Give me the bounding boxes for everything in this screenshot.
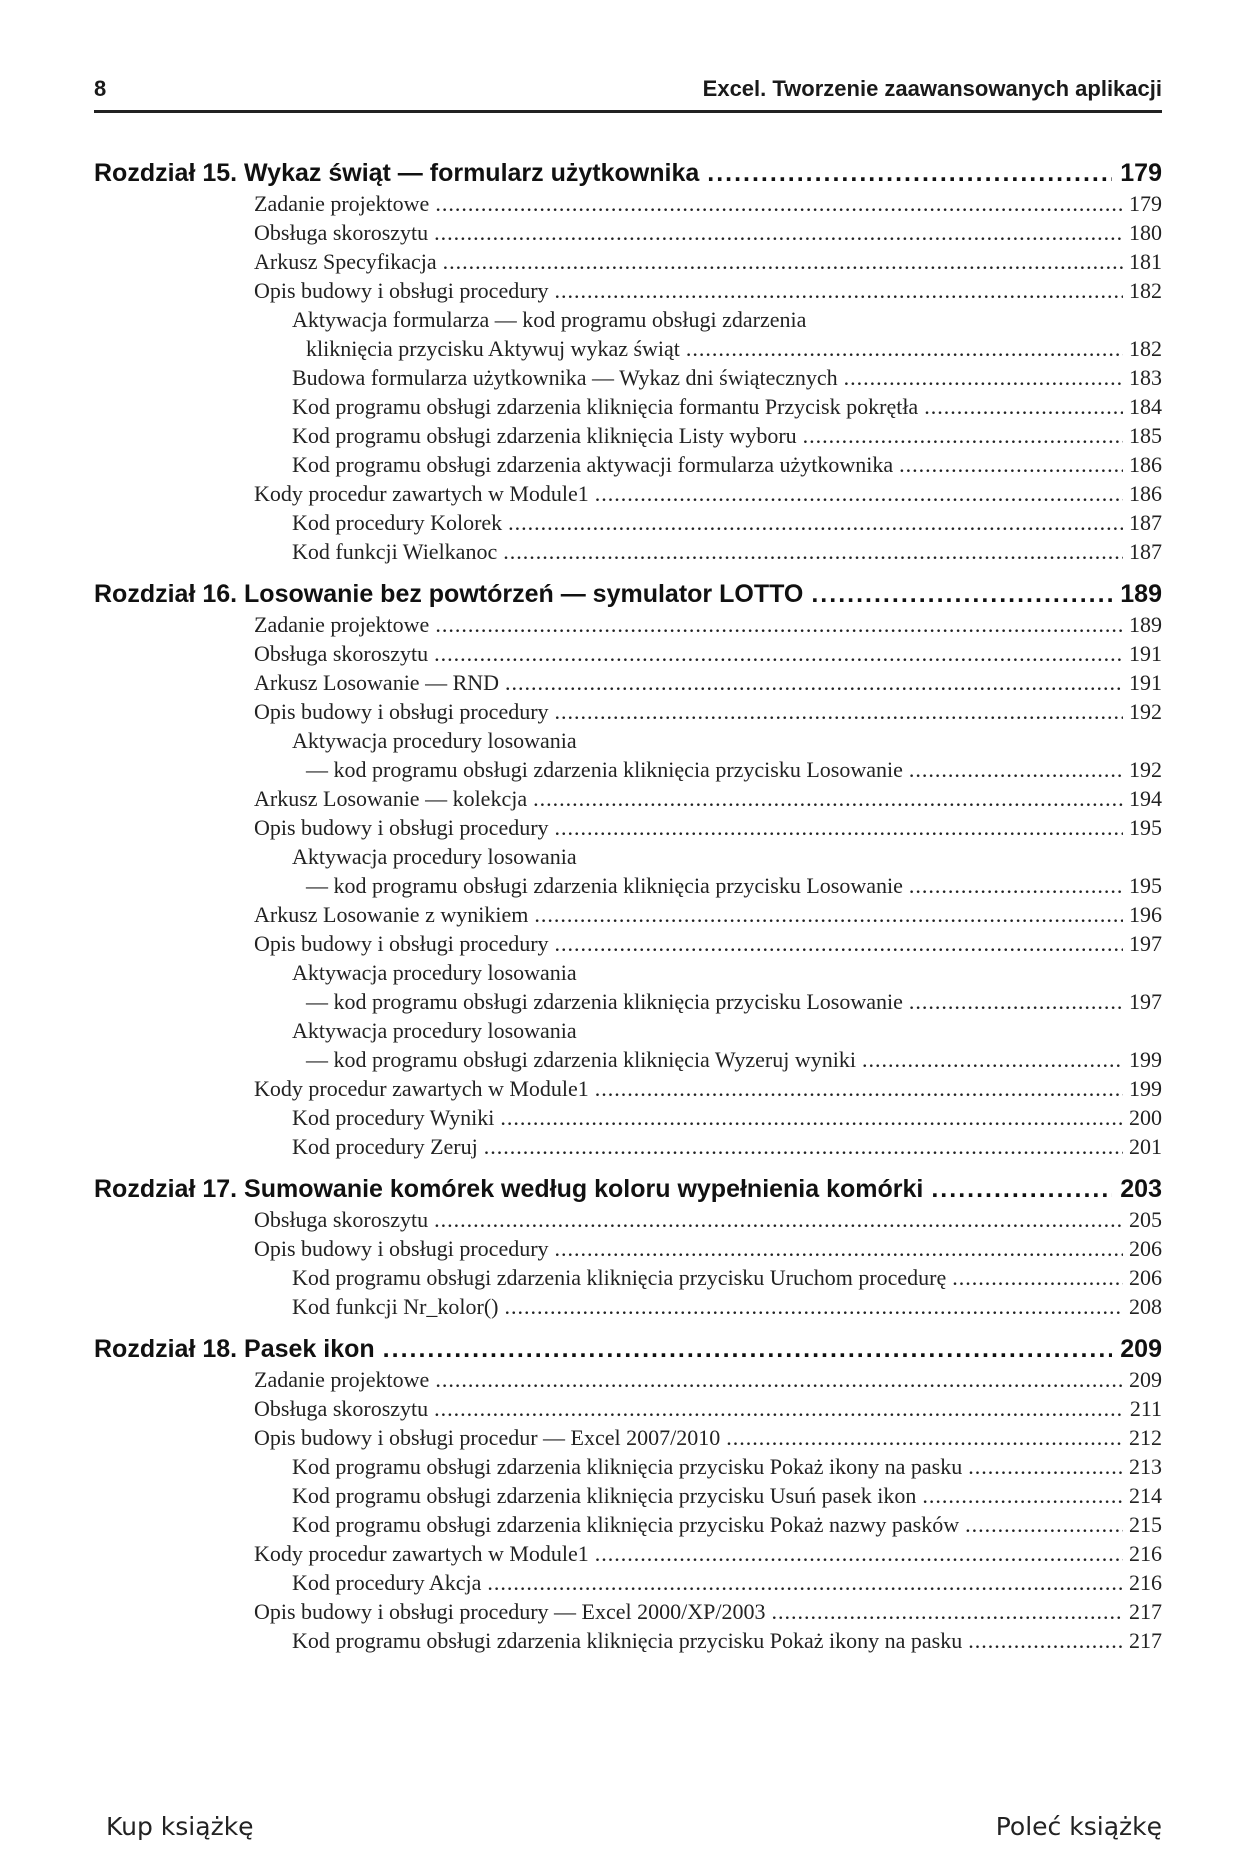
toc-entry	[94, 189, 1162, 218]
entry-page: 201	[1129, 1134, 1162, 1159]
dot-leader	[803, 421, 1123, 450]
entry-title: Opis budowy i obsługi procedury	[254, 699, 549, 724]
entry-title: Aktywacja procedury losowania	[292, 728, 577, 753]
entry-title: Kod procedury Wyniki	[292, 1105, 495, 1130]
entry-title: Kod programu obsługi zdarzenia kliknięcia przycisku Usuń pasek ikon	[292, 1483, 917, 1508]
entry-page: 191	[1129, 641, 1162, 666]
entry-page: 216	[1129, 1541, 1162, 1566]
toc-entry	[94, 1568, 1162, 1597]
chapter-page: 209	[1120, 1335, 1162, 1363]
dot-leader	[533, 784, 1123, 813]
chapter-heading	[94, 1173, 1162, 1205]
book-title: Excel. Tworzenie zaawansowanych aplikacji	[702, 76, 1162, 101]
toc-entry	[94, 900, 1162, 929]
entry-title: Obsługa skoroszytu	[254, 220, 429, 245]
dot-leader	[555, 276, 1123, 305]
dot-leader	[508, 508, 1123, 537]
dot-leader	[909, 755, 1123, 784]
entry-title: Aktywacja formularza — kod programu obsługi zdarzenia	[292, 307, 807, 332]
toc-entry	[94, 1394, 1162, 1423]
entry-page: 195	[1129, 873, 1162, 898]
dot-leader	[726, 1423, 1123, 1452]
toc-entry	[94, 610, 1162, 639]
entry-page: 182	[1129, 278, 1162, 303]
dot-leader	[434, 1394, 1124, 1423]
entry-title: Kod procedury Akcja	[292, 1570, 482, 1595]
recommend-book-link[interactable]: Poleć książkę	[995, 1812, 1162, 1841]
chapter-title: Rozdział 17. Sumowanie komórek według koloru wypełnienia komórki	[94, 1175, 924, 1203]
entry-page: 206	[1129, 1265, 1162, 1290]
dot-leader	[434, 639, 1123, 668]
page-header	[94, 76, 1162, 113]
dot-leader	[811, 578, 1112, 610]
dot-leader	[484, 1132, 1123, 1161]
chapter-block	[94, 578, 1162, 1161]
entry-title: kliknięcia przycisku Aktywuj wykaz świąt	[306, 336, 680, 361]
dot-leader	[924, 392, 1123, 421]
entry-page: 180	[1129, 220, 1162, 245]
dot-leader	[435, 189, 1123, 218]
entry-title: Opis budowy i obsługi procedur — Excel 2007/2010	[254, 1425, 721, 1450]
toc-entry	[94, 755, 1162, 784]
entry-page: 211	[1129, 1396, 1162, 1421]
toc-entry	[94, 334, 1162, 363]
entry-page: 192	[1129, 757, 1162, 782]
entry-title: — kod programu obsługi zdarzenia kliknięcia przycisku Losowanie	[306, 757, 903, 782]
dot-leader	[771, 1597, 1123, 1626]
toc-entry	[94, 842, 1162, 871]
entry-page: 199	[1129, 1076, 1162, 1101]
dot-leader	[505, 668, 1123, 697]
entry-page: 214	[1129, 1483, 1162, 1508]
toc-entry	[94, 958, 1162, 987]
entry-title: Kody procedur zawartych w Module1	[254, 1076, 589, 1101]
toc-entry	[94, 1597, 1162, 1626]
entry-title: Kod programu obsługi zdarzenia kliknięcia Listy wyboru	[292, 423, 797, 448]
dot-leader	[968, 1452, 1123, 1481]
entry-title: Arkusz Losowanie z wynikiem	[254, 902, 529, 927]
dot-leader	[931, 1173, 1112, 1205]
chapter-heading	[94, 578, 1162, 610]
toc-entry	[94, 1481, 1162, 1510]
toc-entry	[94, 1103, 1162, 1132]
toc-entry	[94, 1074, 1162, 1103]
entry-title: Budowa formularza użytkownika — Wykaz dni świątecznych	[292, 365, 838, 390]
entry-page: 196	[1129, 902, 1162, 927]
entry-title: — kod programu obsługi zdarzenia kliknięcia przycisku Losowanie	[306, 989, 903, 1014]
entry-page: 209	[1129, 1367, 1162, 1392]
chapter-heading	[94, 1333, 1162, 1365]
entry-page: 212	[1129, 1425, 1162, 1450]
entry-page: 179	[1129, 191, 1162, 216]
toc-entry	[94, 871, 1162, 900]
dot-leader	[435, 1365, 1123, 1394]
toc-entry	[94, 421, 1162, 450]
toc-entry	[94, 218, 1162, 247]
dot-leader	[844, 363, 1123, 392]
chapter-block	[94, 1333, 1162, 1655]
entry-title: Zadanie projektowe	[254, 1367, 430, 1392]
entry-page: 187	[1129, 510, 1162, 535]
dot-leader	[707, 157, 1112, 189]
dot-leader	[686, 334, 1123, 363]
toc-entry	[94, 1452, 1162, 1481]
toc-entry	[94, 929, 1162, 958]
chapter-title: Rozdział 18. Pasek ikon	[94, 1335, 375, 1363]
dot-leader	[500, 1103, 1123, 1132]
entry-title: Opis budowy i obsługi procedury	[254, 1236, 549, 1261]
entry-page: 192	[1129, 699, 1162, 724]
toc-entry	[94, 639, 1162, 668]
toc-entry	[94, 1234, 1162, 1263]
entry-title: Kod programu obsługi zdarzenia kliknięcia przycisku Uruchom procedurę	[292, 1265, 947, 1290]
toc-entry	[94, 697, 1162, 726]
entry-title: Opis budowy i obsługi procedury	[254, 931, 549, 956]
entry-title: Kod programu obsługi zdarzenia kliknięcia przycisku Pokaż ikony na pasku	[292, 1454, 963, 1479]
entry-title: Kod procedury Kolorek	[292, 510, 503, 535]
dot-leader	[435, 610, 1123, 639]
toc-entry	[94, 1016, 1162, 1045]
entry-page: 200	[1129, 1105, 1162, 1130]
entry-title: Kod programu obsługi zdarzenia kliknięcia przycisku Pokaż ikony na pasku	[292, 1628, 963, 1653]
toc-entry	[94, 1510, 1162, 1539]
entry-title: Arkusz Specyfikacja	[254, 249, 437, 274]
dot-leader	[595, 1074, 1123, 1103]
toc-entry	[94, 508, 1162, 537]
chapter-page: 203	[1120, 1175, 1162, 1203]
entry-title: Kod programu obsługi zdarzenia kliknięcia przycisku Pokaż nazwy pasków	[292, 1512, 960, 1537]
chapter-heading	[94, 157, 1162, 189]
entry-page: 208	[1129, 1294, 1162, 1319]
toc-entry	[94, 1292, 1162, 1321]
chapter-title: Rozdział 16. Losowanie bez powtórzeń — symulator LOTTO	[94, 580, 804, 608]
page-number: 8	[94, 76, 107, 101]
toc-entry	[94, 1423, 1162, 1452]
entry-title: Opis budowy i obsługi procedury	[254, 815, 549, 840]
dot-leader	[965, 1510, 1123, 1539]
dot-leader	[534, 900, 1123, 929]
entry-page: 189	[1129, 612, 1162, 637]
entry-title: Zadanie projektowe	[254, 191, 430, 216]
entry-page: 186	[1129, 481, 1162, 506]
entry-title: Kod programu obsługi zdarzenia aktywacji formularza użytkownika	[292, 452, 894, 477]
entry-title: Obsługa skoroszytu	[254, 1207, 429, 1232]
toc-entry	[94, 479, 1162, 508]
entry-title: Arkusz Losowanie — kolekcja	[254, 786, 528, 811]
toc-entry	[94, 726, 1162, 755]
toc-entry	[94, 276, 1162, 305]
dot-leader	[555, 1234, 1123, 1263]
entry-title: Kod procedury Zeruj	[292, 1134, 478, 1159]
entry-title: Kod funkcji Wielkanoc	[292, 539, 498, 564]
entry-title: Arkusz Losowanie — RND	[254, 670, 500, 695]
dot-leader	[555, 813, 1123, 842]
dot-leader	[555, 929, 1123, 958]
dot-leader	[555, 697, 1123, 726]
dot-leader	[922, 1481, 1123, 1510]
toc-entry	[94, 1365, 1162, 1394]
toc-entry	[94, 537, 1162, 566]
entry-title: Opis budowy i obsługi procedury	[254, 278, 549, 303]
chapter-page: 189	[1120, 580, 1162, 608]
entry-page: 182	[1129, 336, 1162, 361]
dot-leader	[952, 1263, 1123, 1292]
toc-entry	[94, 1263, 1162, 1292]
dot-leader	[434, 1205, 1123, 1234]
entry-page: 195	[1129, 815, 1162, 840]
dot-leader	[443, 247, 1123, 276]
dot-leader	[909, 987, 1123, 1016]
entry-page: 215	[1129, 1512, 1162, 1537]
dot-leader	[595, 479, 1123, 508]
dot-leader	[487, 1568, 1123, 1597]
chapter-block	[94, 1173, 1162, 1321]
chapter-title: Rozdział 15. Wykaz świąt — formularz użytkownika	[94, 159, 700, 187]
toc-entry	[94, 813, 1162, 842]
entry-page: 184	[1129, 394, 1162, 419]
entry-page: 217	[1129, 1628, 1162, 1653]
entry-page: 197	[1129, 931, 1162, 956]
toc-entry	[94, 363, 1162, 392]
entry-title: Obsługa skoroszytu	[254, 641, 429, 666]
toc-entry	[94, 668, 1162, 697]
entry-page: 217	[1129, 1599, 1162, 1624]
toc-entry	[94, 247, 1162, 276]
dot-leader	[383, 1333, 1113, 1365]
entry-page: 213	[1129, 1454, 1162, 1479]
entry-title: Aktywacja procedury losowania	[292, 960, 577, 985]
entry-page: 205	[1129, 1207, 1162, 1232]
entry-page: 216	[1129, 1570, 1162, 1595]
toc-entry	[94, 1205, 1162, 1234]
entry-page: 185	[1129, 423, 1162, 448]
toc-entry	[94, 1626, 1162, 1655]
entry-page: 181	[1129, 249, 1162, 274]
entry-page: 191	[1129, 670, 1162, 695]
entry-title: — kod programu obsługi zdarzenia kliknięcia przycisku Losowanie	[306, 873, 903, 898]
toc-entry	[94, 1539, 1162, 1568]
toc-entry	[94, 1132, 1162, 1161]
entry-page: 183	[1129, 365, 1162, 390]
entry-title: Aktywacja procedury losowania	[292, 1018, 577, 1043]
dot-leader	[899, 450, 1123, 479]
dot-leader	[862, 1045, 1123, 1074]
entry-title: Opis budowy i obsługi procedury — Excel 2000/XP/2003	[254, 1599, 766, 1624]
entry-title: Kod funkcji Nr_kolor()	[292, 1294, 499, 1319]
entry-page: 194	[1129, 786, 1162, 811]
dot-leader	[909, 871, 1123, 900]
entry-title: Kody procedur zawartych w Module1	[254, 481, 589, 506]
dot-leader	[595, 1539, 1123, 1568]
chapter-page: 179	[1120, 159, 1162, 187]
entry-page: 197	[1129, 989, 1162, 1014]
entry-page: 199	[1129, 1047, 1162, 1072]
entry-page: 186	[1129, 452, 1162, 477]
toc-entry	[94, 450, 1162, 479]
entry-title: — kod programu obsługi zdarzenia kliknięcia Wyzeruj wyniki	[306, 1047, 856, 1072]
toc-entry	[94, 987, 1162, 1016]
table-of-contents	[94, 157, 1162, 1655]
toc-entry	[94, 305, 1162, 334]
entry-page: 187	[1129, 539, 1162, 564]
chapter-block	[94, 157, 1162, 566]
entry-title: Obsługa skoroszytu	[254, 1396, 429, 1421]
dot-leader	[505, 1292, 1123, 1321]
entry-title: Kod programu obsługi zdarzenia kliknięcia formantu Przycisk pokrętła	[292, 394, 919, 419]
buy-book-link[interactable]: Kup książkę	[106, 1812, 254, 1841]
entry-title: Kody procedur zawartych w Module1	[254, 1541, 589, 1566]
dot-leader	[503, 537, 1123, 566]
dot-leader	[968, 1626, 1123, 1655]
entry-title: Zadanie projektowe	[254, 612, 430, 637]
entry-title: Aktywacja procedury losowania	[292, 844, 577, 869]
entry-page: 206	[1129, 1236, 1162, 1261]
toc-entry	[94, 392, 1162, 421]
dot-leader	[434, 218, 1123, 247]
toc-entry	[94, 1045, 1162, 1074]
toc-entry	[94, 784, 1162, 813]
